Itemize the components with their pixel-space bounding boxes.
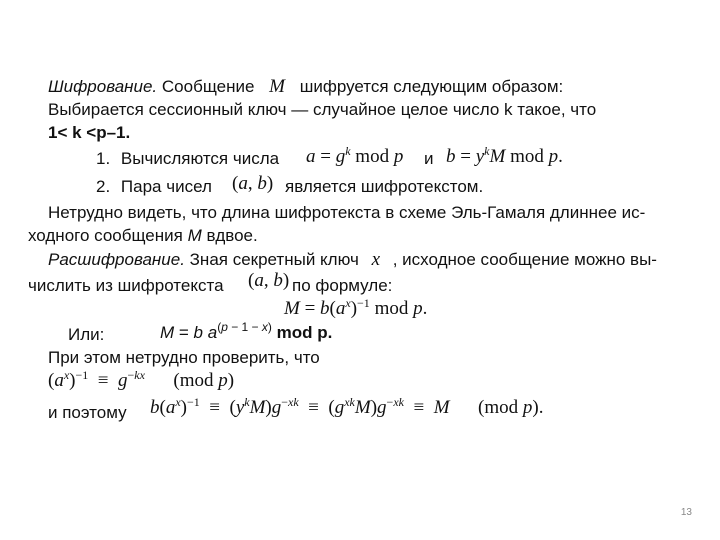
dec-therefore: и поэтому <box>48 403 127 422</box>
dec-heading: Расшифрование. <box>48 250 185 269</box>
formula-check: $(a^x)^{-1} \equiv g^{-kx}$ (mod p) <box>48 368 235 391</box>
enc-M: M <box>269 76 285 97</box>
enc-heading: Шифрование. <box>48 77 158 96</box>
enc-line-3: 1< k <p–1. <box>48 123 131 142</box>
dec-x: x <box>371 249 380 270</box>
formula-decrypt: $M = b(a^x)^{-1}$ mod p. <box>284 296 428 319</box>
step1-text: Вычисляются числа <box>120 149 280 168</box>
dec-l2-a: числить из шифротекста <box>28 276 224 295</box>
remark-line-1: Нетрудно видеть, что длина шифротекста в схеме Эль-Гамаля длиннее ис- <box>48 203 646 222</box>
dec-line-3: При этом нетрудно проверить, что <box>48 348 320 367</box>
dec-l1-a: Зная секретный ключ <box>189 250 359 269</box>
formula-final: $b(a^x)^{-1} \equiv (y^kM)g^{-xk} \equiv (g^{xk}M)g^{-xk} \equiv M$ (mod p). <box>150 395 544 418</box>
dec-l2-b: по формуле: <box>292 276 393 295</box>
step1-num: 1. <box>96 149 111 168</box>
step2-num: 2. <box>96 177 111 196</box>
enc-line-2: Выбирается сессионный ключ — случайное целое число k такое, что <box>48 100 597 119</box>
remark-line-2 <box>28 225 258 247</box>
remark-l2-b: вдвое. <box>206 226 258 245</box>
enc-step-1 <box>96 148 279 170</box>
dec-line-1 <box>48 249 657 271</box>
pair-ab: (a, b) <box>232 173 274 194</box>
dec-line-2 <box>28 275 224 297</box>
dec-or: Или: <box>68 325 105 344</box>
enc-line-1 <box>48 76 563 98</box>
enc-l1-b: шифруется следующим образом: <box>299 77 564 96</box>
step1-and: и <box>424 149 434 168</box>
formula-b: $b = y^kM$ mod p. <box>446 144 563 167</box>
dec-l1-b: , исходное сообщение можно вы- <box>392 250 657 269</box>
formula-alt: M = b $a^{(p - 1 - x)}$ mod p. <box>160 320 333 342</box>
enc-l1-a: Сообщение <box>161 77 255 96</box>
step2-a: Пара чисел <box>120 177 212 196</box>
pair-ab-2: (a, b) <box>248 270 290 291</box>
remark-l2-a: ходного сообщения <box>28 226 183 245</box>
remark-M: M <box>187 226 202 245</box>
page-number: 13 <box>680 507 692 518</box>
enc-step-2 <box>96 176 212 198</box>
formula-a: $a = g^k$ mod p <box>306 144 404 167</box>
step2-b: является шифротекстом. <box>285 177 484 196</box>
